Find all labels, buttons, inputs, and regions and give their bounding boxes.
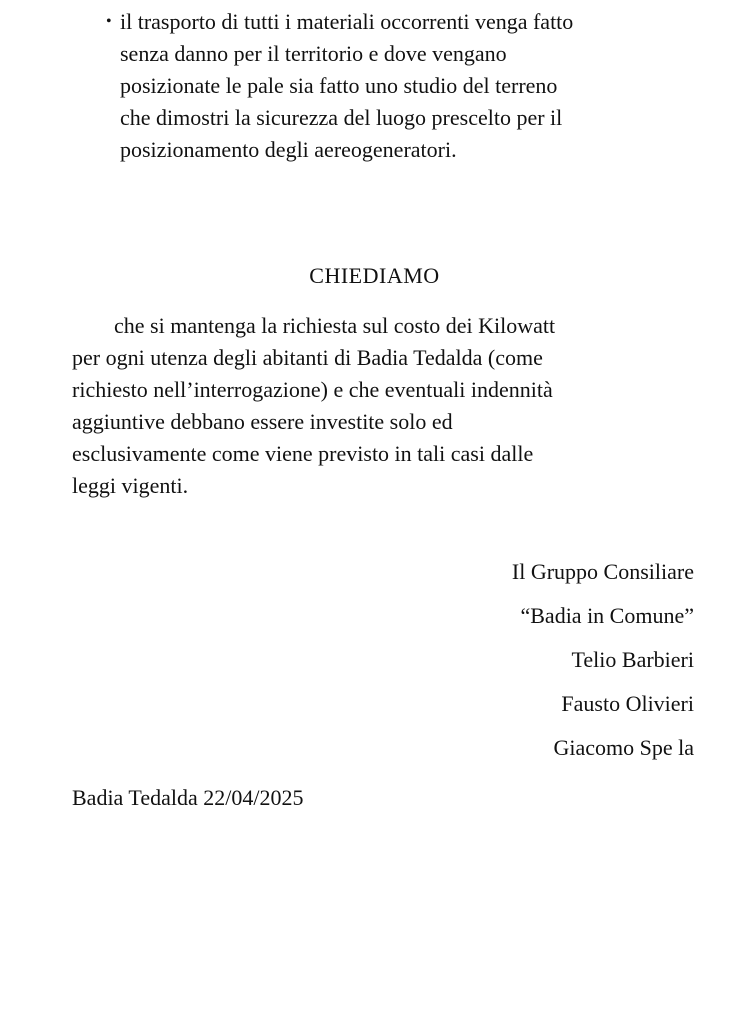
paragraph-line: aggiuntive debbano essere investite solo ed (72, 409, 453, 434)
bullet-dot-icon: • (106, 13, 112, 30)
paragraph-line: esclusivamente come viene previsto in tali casi dalle (72, 441, 534, 466)
signature-group: Il Gruppo Consiliare (511, 559, 694, 584)
paragraph-line: leggi vigenti. (72, 473, 189, 498)
bullet-line: posizionamento degli aereogeneratori. (120, 137, 457, 162)
bullet-line: senza danno per il territorio e dove vengano (120, 41, 507, 66)
paragraph-line: che si mantenga la richiesta sul costo dei Kilowatt (114, 313, 556, 338)
bullet-line: che dimostri la sicurezza del luogo prescelto per il (120, 105, 563, 130)
bullet-line: posizionate le pale sia fatto uno studio del terreno (120, 73, 558, 98)
paragraph-line: per ogni utenza degli abitanti di Badia Tedalda (come (72, 345, 543, 370)
request-paragraph (72, 310, 692, 502)
section-heading: CHIEDIAMO (309, 263, 440, 288)
bullet-line: il trasporto di tutti i materiali occorrenti venga fatto (120, 9, 574, 34)
paragraph-line: richiesto nell’interrogazione) e che eventuali indennità (72, 377, 553, 402)
place-and-date: Badia Tedalda 22/04/2025 (72, 785, 304, 810)
signatory-name: Fausto Olivieri (561, 691, 694, 716)
signature-block (512, 556, 694, 776)
signatory-name: Telio Barbieri (571, 647, 694, 672)
bullet-item (106, 6, 720, 166)
signature-group-name: “Badia in Comune” (520, 603, 694, 628)
signatory-name: Giacomo Spe la (553, 735, 694, 760)
